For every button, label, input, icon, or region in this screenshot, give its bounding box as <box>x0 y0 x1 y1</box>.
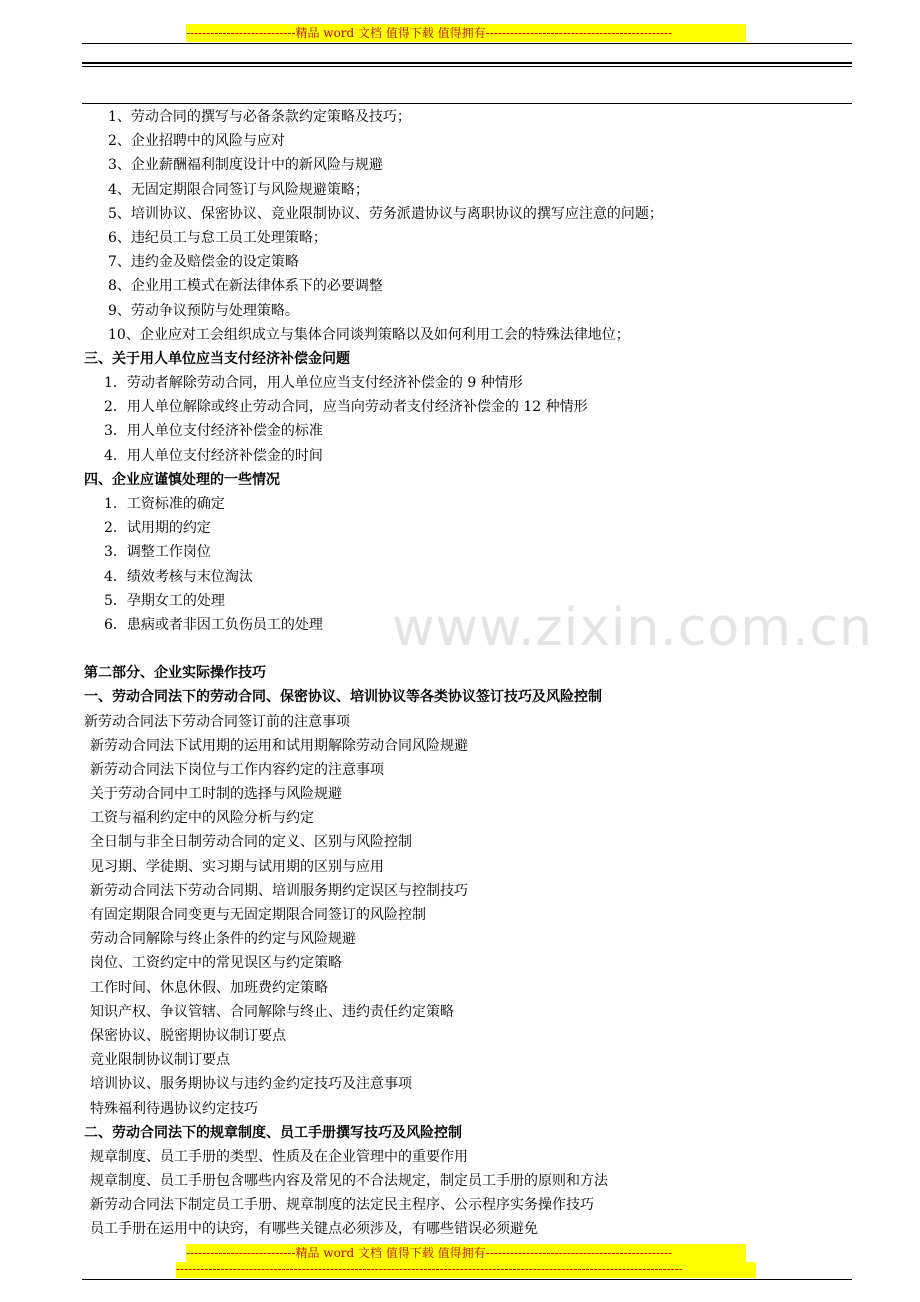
list-item: 劳动合同解除与终止条件的约定与风险规避 <box>90 931 356 948</box>
list-item: 7、违约金及赔偿金的设定策略 <box>108 254 299 271</box>
list-item: 关于劳动合同中工时制的选择与风险规避 <box>90 786 342 803</box>
list-item: 2．用人单位解除或终止劳动合同，应当向劳动者支付经济补偿金的 12 种情形 <box>104 399 588 416</box>
list-item: 新劳动合同法下试用期的运用和试用期解除劳动合同风险规避 <box>90 737 468 754</box>
header-rule-top <box>82 43 852 44</box>
list-item: 3、企业薪酬福利制度设计中的新风险与规避 <box>108 157 383 174</box>
section1-list <box>84 105 850 347</box>
list-item: 见习期、学徒期、实习期与试用期的区别与应用 <box>90 858 384 875</box>
list-item: 新劳动合同法下岗位与工作内容约定的注意事项 <box>90 761 384 778</box>
list-item: 培训协议、服务期协议与违约金约定技巧及注意事项 <box>90 1076 412 1093</box>
list-item: 保密协议、脱密期协议制订要点 <box>90 1027 286 1044</box>
list-item: 3．调整工作岗位 <box>104 544 211 561</box>
header-rule-double-a <box>82 62 852 64</box>
list-item: 知识产权、争议管辖、合同解除与终止、违约责任约定策略 <box>90 1003 454 1020</box>
list-item: 工作时间、休息休假、加班费约定策略 <box>90 979 328 996</box>
list-item: 4、无固定期限合同签订与风险规避策略； <box>108 181 369 198</box>
list-item: 6、违纪员工与怠工员工处理策略； <box>108 229 327 246</box>
list-item: 1、劳动合同的撰写与必备条款约定策略及技巧； <box>108 109 411 125</box>
list-item: 岗位、工资约定中的常见误区与约定策略 <box>90 955 342 972</box>
list-item: 竞业限制协议制订要点 <box>90 1052 230 1069</box>
footer-banner-dashes: ----------------------------------------------------------------------------------------------------------------------------- <box>176 1262 756 1278</box>
document-body <box>84 105 850 1242</box>
list-item: 8、企业用工模式在新法律体系下的必要调整 <box>108 278 383 295</box>
section-heading: 四、企业应谨慎处理的一些情况 <box>84 471 280 488</box>
list-item: 特殊福利待遇协议约定技巧 <box>90 1100 258 1117</box>
list-item: 4．用人单位支付经济补偿金的时间 <box>104 447 323 464</box>
section-heading: 一、劳动合同法下的劳动合同、保密协议、培训协议等各类协议签订技巧及风险控制 <box>84 689 602 706</box>
list-item: 工资与福利约定中的风险分析与约定 <box>90 810 314 827</box>
list-item: 新劳动合同法下制定员工手册、规章制度的法定民主程序、公示程序实务操作技巧 <box>90 1197 594 1214</box>
footer-rule <box>82 1279 852 1280</box>
list-item: 1．工资标准的确定 <box>104 496 225 512</box>
list-item: 全日制与非全日制劳动合同的定义、区别与风险控制 <box>90 834 412 851</box>
part-heading: 第二部分、企业实际操作技巧 <box>84 665 266 682</box>
list-item: 6．患病或者非因工负伤员工的处理 <box>104 616 323 633</box>
list-item: 10、企业应对工会组织成立与集体合同谈判策略以及如何利用工会的特殊法律地位； <box>108 326 630 343</box>
section-heading: 三、关于用人单位应当支付经济补偿金问题 <box>84 350 350 367</box>
list-item: 员工手册在运用中的诀窍，有哪些关键点必须涉及，有哪些错误必须避免 <box>90 1221 538 1238</box>
footer-banner: ---------------------------精品 word 文档 值得下载 值得拥有---------------------------------------------- <box>186 1244 746 1262</box>
section-heading: 二、劳动合同法下的规章制度、员工手册撰写技巧及风险控制 <box>84 1124 462 1141</box>
list-item: 1．劳动者解除劳动合同，用人单位应当支付经济补偿金的 9 种情形 <box>104 375 523 392</box>
header-banner: ---------------------------精品 word 文档 值得下载 值得拥有---------------------------------------------- <box>186 24 746 42</box>
list-item: 4．绩效考核与末位淘汰 <box>104 568 253 585</box>
list-item: 5、培训协议、保密协议、竞业限制协议、劳务派遣协议与离职协议的撰写应注意的问题； <box>108 205 663 222</box>
list-item: 2．试用期的约定 <box>104 520 211 537</box>
watermark-text: www.zixin.com.cn <box>392 598 873 658</box>
blank-line <box>84 637 850 661</box>
list-item: 3．用人单位支付经济补偿金的标准 <box>104 423 323 440</box>
list-item: 新劳动合同法下劳动合同期、培训服务期约定误区与控制技巧 <box>90 882 468 899</box>
list-item: 5．孕期女工的处理 <box>104 592 225 609</box>
list-item: 有固定期限合同变更与无固定期限合同签订的风险控制 <box>90 907 426 923</box>
list-item: 规章制度、员工手册的类型、性质及在企业管理中的重要作用 <box>90 1148 468 1165</box>
list-item: 规章制度、员工手册包含哪些内容及常见的不合法规定，制定员工手册的原则和方法 <box>90 1173 608 1190</box>
header-rule-double-b <box>82 66 852 67</box>
list-item: 2、企业招聘中的风险与应对 <box>108 133 285 150</box>
list-item: 新劳动合同法下劳动合同签订前的注意事项 <box>84 713 350 730</box>
header-rule-bottom <box>82 103 852 104</box>
list-item: 9、劳动争议预防与处理策略。 <box>108 302 299 319</box>
